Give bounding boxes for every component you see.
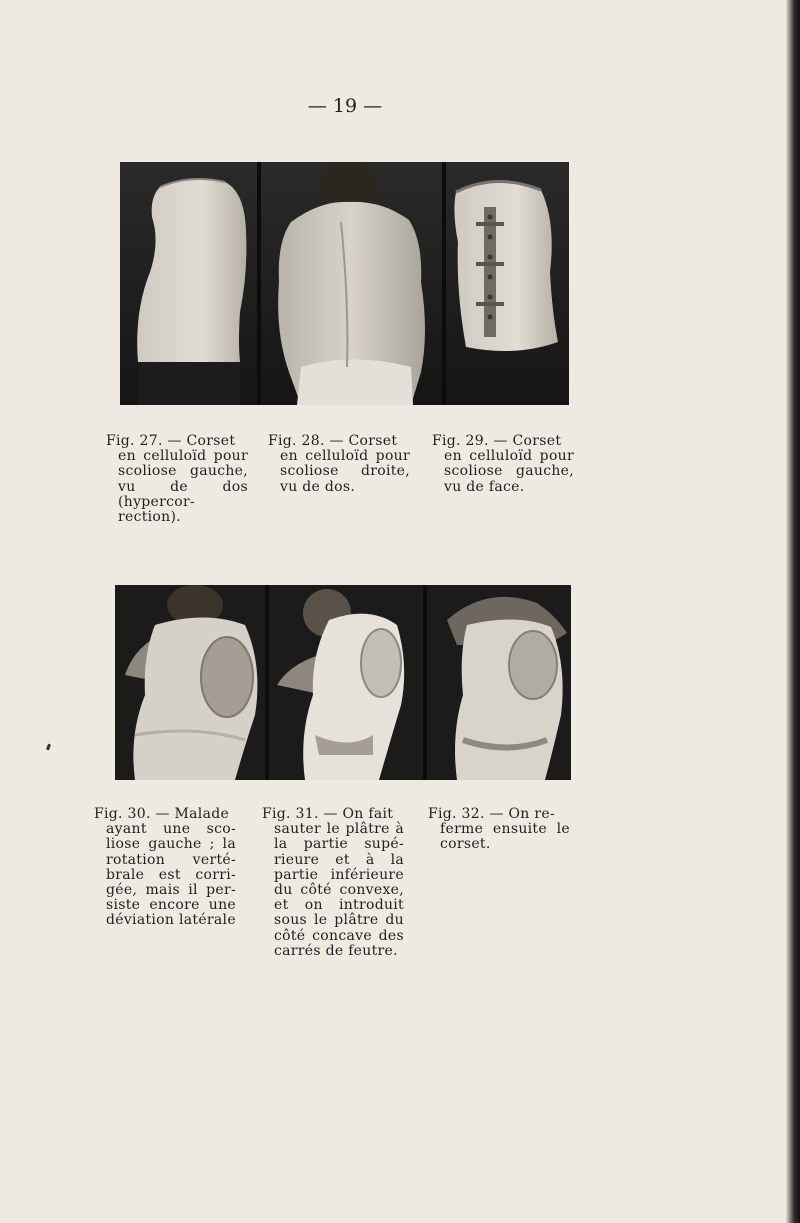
- fig-31-caption: [262, 807, 404, 959]
- fig-30-caption: [94, 807, 236, 929]
- fig-28-photo: [261, 162, 442, 405]
- fig-28-caption: [268, 434, 410, 495]
- fig-30-caption-text: ayant une sco-liose gauche ; la rotation verté-brale est corri-gée, mais il per-siste encore une déviation latérale: [106, 821, 236, 929]
- bottom-photo-plate: [115, 585, 571, 780]
- fig-28-caption-text: en celluloïd pour scoliose droite, vu de dos.: [280, 448, 410, 495]
- fig-28-caption-title: Fig. 28. — Corset: [268, 433, 398, 449]
- fig-32-photo: [427, 585, 571, 780]
- fig-31-caption-text: sauter le plâtre à la partie supé-rieure et à la partie inférieure du côté convexe, et on introduit sous le plâtre du côté concave des carrés de feutre.: [274, 821, 404, 959]
- fig-27-caption-title: Fig. 27. — Corset: [106, 433, 236, 449]
- fig-29-caption-text: en celluloïd pour scoliose gauche, vu de face.: [444, 448, 574, 495]
- fig-32-caption-text: ferme ensuite le corset.: [440, 821, 570, 853]
- page-edge-shadow: [786, 0, 800, 1223]
- fig-29-photo: [446, 162, 569, 405]
- fig-32-caption: [428, 807, 570, 853]
- fig-30-photo: [115, 585, 265, 780]
- fig-27-photo: [120, 162, 257, 405]
- top-photo-plate: [120, 162, 569, 405]
- fig-31-caption-title: Fig. 31. — On fait: [262, 806, 394, 822]
- ink-speck: [46, 744, 51, 751]
- fig-29-caption: [432, 434, 574, 495]
- fig-27-caption: [106, 434, 248, 525]
- fig-32-caption-title: Fig. 32. — On re-: [428, 806, 555, 822]
- fig-29-caption-title: Fig. 29. — Corset: [432, 433, 562, 449]
- fig-31-photo: [269, 585, 423, 780]
- page-number: — 19 —: [307, 95, 383, 117]
- fig-30-caption-title: Fig. 30. — Malade: [94, 806, 230, 822]
- fig-27-caption-text: en celluloïd pour scoliose gauche, vu de dos (hypercor-rection).: [118, 448, 248, 526]
